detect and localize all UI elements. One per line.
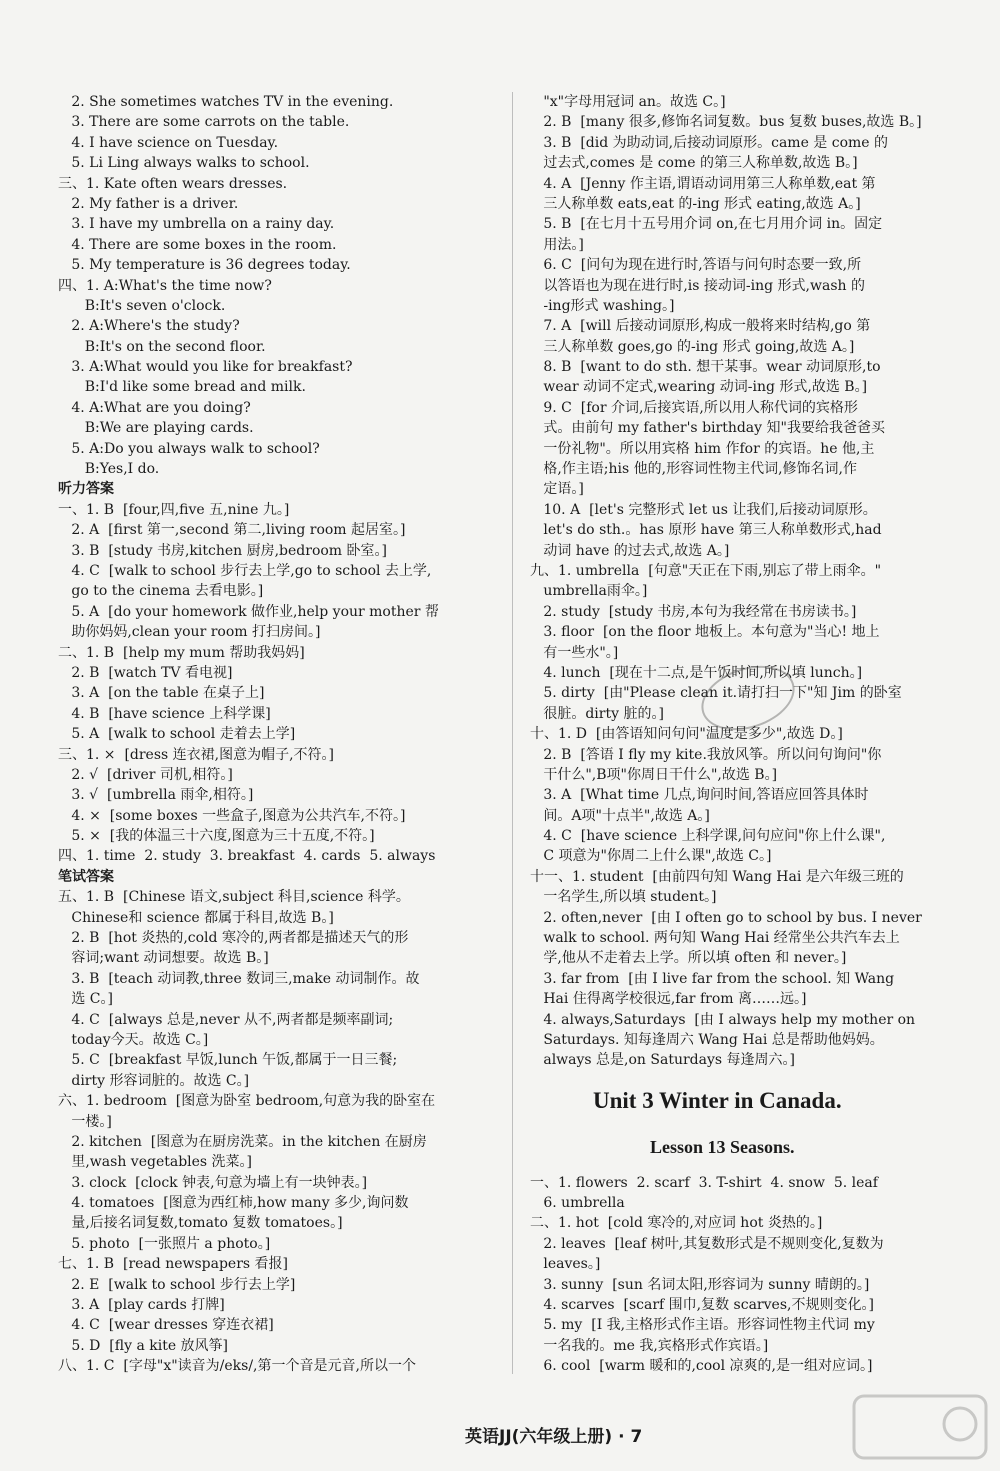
answer-line: 3. clock [clock 钟表,句意为墙上有一块钟表。] [58, 1174, 368, 1191]
answer-line: 一名我的。me 我,宾格形式作宾语。] [530, 1337, 769, 1354]
answer-line: 干什么",B项"你周日干什么",故选 B。] [530, 766, 778, 783]
answer-line: 4. C [walk to school 步行去上学,go to school 去上学, [58, 562, 432, 579]
answer-line: 3. B [study 书房,kitchen 厨房,bedroom 卧室。] [58, 542, 387, 559]
answer-line: 4. scarves [scarf 围巾,复数 scarves,不规则变化。] [530, 1297, 874, 1314]
answer-line: B:It's seven o'clock. [58, 297, 226, 314]
answer-line: 4. A:What are you doing? [58, 399, 251, 416]
answer-line: 5. A [walk to school 走着去上学] [58, 726, 296, 743]
answer-line: 5. dirty [由"Please clean it.请打扫一下"知 Jim 的卧室 [530, 685, 902, 702]
answer-line: 2. She sometimes watches TV in the evening. [58, 94, 394, 110]
answer-line: always 总是,on Saturdays 每逢周六。] [530, 1052, 795, 1069]
answer-line: 3. I have my umbrella on a rainy day. [58, 216, 335, 233]
left-column [58, 92, 498, 1377]
answer-line [530, 1112, 970, 1132]
answer-line: 2. often,never [由 I often go to school by bus. I never [530, 909, 922, 926]
answer-line: 4. There are some boxes in the room. [58, 236, 337, 253]
answer-line: 4. tomatoes [图意为西红柿,how many 多少,询问数 [58, 1195, 409, 1212]
answer-line: 4. I have science on Tuesday. [58, 134, 279, 151]
answer-line: 4. B [have science 上科学课] [58, 705, 271, 722]
answer-line: 一名学生,所以填 student。] [530, 889, 717, 906]
answer-line: 6. umbrella [530, 1195, 625, 1212]
answer-line: 五、1. B [Chinese 语文,subject 科目,science 科学。 [58, 889, 410, 906]
watermark-logo [850, 1388, 990, 1466]
answer-line: 3. There are some carrots on the table. [58, 114, 350, 131]
answer-line: 格,作主语;his 他的,形容词性物主代词,修饰名词,作 [530, 461, 857, 478]
answer-line: umbrella雨伞。] [530, 583, 648, 600]
answer-line: 八、1. C [字母"x"读音为/eks/,第一个音是元音,所以一个 [58, 1358, 416, 1375]
answer-line: 三、1. × [dress 连衣裙,图意为帽子,不符。] [58, 746, 335, 763]
answer-line: 学,他从不走着去上学。所以填 often 和 never。] [530, 950, 847, 967]
answer-line: leaves。] [530, 1256, 601, 1273]
answer-line: 三人称单数 eats,eat 的-ing 形式 eating,故选 A。] [530, 195, 861, 212]
answer-line: walk to school. 两句知 Wang Hai 经常坐公共汽车去上 [530, 930, 900, 947]
answer-line: 2. kitchen [图意为在厨房洗菜。in the kitchen 在厨房 [58, 1133, 427, 1150]
answer-line: 一份礼物"。所以用宾格 him 作for 的宾语。he 他,主 [530, 440, 875, 457]
answer-line: 5. my [I 我,主格形式作主语。形容词性物主代词 my [530, 1317, 875, 1334]
answer-line: 3. floor [on the floor 地板上。本句意为"当心! 地上 [530, 624, 880, 641]
answer-line: 动词 have 的过去式,故选 A。] [530, 542, 730, 559]
answer-line: 4. C [always 总是,never 从不,两者都是频率副词; [58, 1011, 394, 1028]
answer-line: 式。由前句 my father's birthday 知"我要给我爸爸买 [530, 420, 885, 437]
answer-line: 2. √ [driver 司机,相符。] [58, 766, 233, 783]
answer-line: 六、1. bedroom [图意为卧室 bedroom,句意为我的卧室在 [58, 1093, 436, 1110]
lesson-title: Lesson 13 Seasons. [650, 1137, 795, 1157]
answer-line: 一、1. B [four,四,five 五,nine 九。] [58, 501, 290, 518]
answer-line: 九、1. umbrella [句意"天正在下雨,别忘了带上雨伞。" [530, 562, 882, 579]
answer-line: 5. × [我的体温三十六度,图意为三十五度,不符。] [58, 828, 375, 845]
answer-line: let's do sth.。has 原形 have 第三人称单数形式,had [530, 522, 882, 539]
answer-line: 2. leaves [leaf 树叶,其复数形式是不规则变化,复数为 [530, 1235, 884, 1252]
answer-line: 里,wash vegetables 洗菜。] [58, 1154, 253, 1171]
answer-line: 2. B [many 很多,修饰名词复数。bus 复数 buses,故选 B。] [530, 114, 922, 131]
answer-line: today今天。故选 C。] [58, 1031, 209, 1048]
answer-line: B:We are playing cards. [58, 420, 254, 437]
answer-line: 5. Li Ling always walks to school. [58, 155, 310, 172]
answer-line: 3. B [did 为助动词,后接动词原形。came 是 come 的 [530, 134, 889, 151]
answer-line: 5. B [在七月十五号用介词 on,在七月用介词 in。固定 [530, 216, 883, 233]
answer-line: 容词;want 动词想要。故选 B。] [58, 950, 269, 967]
answer-line: 3. A [What time 几点,询问时间,答语应回答具体时 [530, 787, 869, 804]
answer-line: 一、1. flowers 2. scarf 3. T-shirt 4. snow 5. leaf [530, 1174, 878, 1191]
answer-line: 2. study [study 书房,本句为我经常在书房读书。] [530, 603, 857, 620]
answer-line: 过去式,comes 是 come 的第三人称单数,故选 B。] [530, 155, 858, 172]
answer-line: 4. always,Saturdays [由 I always help my mother on [530, 1011, 916, 1028]
answer-line: 用法。] [530, 236, 584, 253]
answer-line: 四、1. time 2. study 3. breakfast 4. cards 5. always [58, 848, 436, 865]
answer-line: 3. A:What would you like for breakfast? [58, 359, 353, 376]
answer-line: 4. A [Jenny 作主语,谓语动词用第三人称单数,eat 第 [530, 175, 876, 192]
answer-line: "x"字母用冠词 an。故选 C。] [530, 94, 726, 110]
answer-line: 三、1. Kate often wears dresses. [58, 175, 288, 192]
answer-line: 4. C [wear dresses 穿连衣裙] [58, 1317, 274, 1334]
unit-title: Unit 3 Winter in Canada. [593, 1088, 842, 1113]
answer-line: 10. A [let's 完整形式 let us 让我们,后接动词原形。 [530, 501, 877, 518]
section-heading: 笔试答案 [58, 868, 114, 885]
answer-line: 二、1. B [help my mum 帮助我妈妈] [58, 644, 305, 661]
answer-line: 有一些水"。] [530, 644, 619, 661]
answer-line: 2. My father is a driver. [58, 195, 239, 212]
answer-line: 助你妈妈,clean your room 打扫房间。] [58, 624, 321, 641]
answer-line: 4. lunch [现在十二点,是午饭时间,所以填 lunch。] [530, 664, 863, 681]
answer-line: 3. B [teach 动词教,three 数词三,make 动词制作。故 [58, 970, 420, 987]
answer-line: 七、1. B [read newspapers 看报] [58, 1256, 289, 1273]
answer-line: B:Yes,I do. [58, 461, 160, 478]
answer-line: 间。A项"十点半",故选 A。] [530, 807, 710, 824]
answer-line: 5. My temperature is 36 degrees today. [58, 257, 351, 274]
answer-line: 6. cool [warm 暖和的,cool 凉爽的,是一组对应词。] [530, 1358, 873, 1375]
column-divider [512, 92, 513, 1374]
answer-line: 3. A [on the table 在桌子上] [58, 685, 265, 702]
answer-line: B:It's on the second floor. [58, 338, 266, 355]
answer-line: 5. A [do your homework 做作业,help your mother 帮 [58, 603, 439, 620]
answer-line: 2. E [walk to school 步行去上学] [58, 1276, 296, 1293]
answer-line: 7. A [will 后接动词原形,构成一般将来时结构,go 第 [530, 318, 871, 335]
answer-line: Saturdays. 知每逢周六 Wang Hai 总是帮助他妈妈。 [530, 1031, 884, 1048]
answer-line: 3. A [play cards 打牌] [58, 1297, 225, 1314]
answer-line: 9. C [for 介词,后接宾语,所以用人称代词的宾格形 [530, 399, 858, 416]
answer-line: 定语。] [530, 481, 584, 498]
answer-line: 2. B [答语 I fly my kite.我放风筝。所以问句询问"你 [530, 746, 882, 763]
answer-line: 以答语也为现在进行时,is 接动词-ing 形式,wash 的 [530, 277, 865, 294]
answer-line: 3. far from [由 I live far from the school. 知 Wang [530, 970, 895, 987]
answer-line: 3. sunny [sun 名词太阳,形容词为 sunny 晴朗的。] [530, 1276, 870, 1293]
answer-line: 6. C [问句为现在进行时,答语与问句时态要一致,所 [530, 257, 862, 274]
answer-line: 2. A [first 第一,second 第二,living room 起居室。] [58, 522, 406, 539]
answer-line: 4. × [some boxes 一些盒子,图意为公共汽车,不符。] [58, 807, 406, 824]
answer-line: C 项意为"你周二上什么课",故选 C。] [530, 848, 772, 865]
answer-line: 很脏。dirty 脏的。] [530, 705, 664, 722]
answer-line: 四、1. A:What's the time now? [58, 277, 272, 294]
answer-line: 5. C [breakfast 早饭,lunch 午饭,都属于一日三餐; [58, 1052, 398, 1069]
answer-line: 2. B [hot 炎热的,cold 寒冷的,两者都是描述天气的形 [58, 930, 409, 947]
answer-line: 5. photo [一张照片 a photo。] [58, 1235, 271, 1252]
answer-line: -ing形式 washing。] [530, 297, 675, 314]
answer-line: go to the cinema 去看电影。] [58, 583, 264, 600]
answer-line: B:I'd like some bread and milk. [58, 379, 306, 396]
answer-line: 选 C。] [58, 991, 113, 1008]
answer-line: 二、1. hot [cold 寒冷的,对应词 hot 炎热的。] [530, 1215, 823, 1232]
answer-line: 4. C [have science 上科学课,问句应问"你上什么课", [530, 828, 886, 845]
answer-line: 一楼。] [58, 1113, 112, 1130]
answer-line: Chinese和 science 都属于科目,故选 B。] [58, 909, 334, 926]
answer-line: 8. B [want to do sth. 想干某事。wear 动词原形,to [530, 359, 881, 376]
section-heading: 听力答案 [58, 481, 114, 498]
page-footer: 英语JJ(六年级上册) · 7 [465, 1427, 643, 1447]
answer-line: 十、1. D [由答语知问句问"温度是多少",故选 D。] [530, 726, 843, 743]
answer-line: 3. √ [umbrella 雨伞,相符。] [58, 787, 254, 804]
right-column [530, 92, 970, 1377]
answer-line: 量,后接名词复数,tomato 复数 tomatoes。] [58, 1215, 343, 1232]
answer-line: wear 动词不定式,wearing 动词-ing 形式,故选 B。] [530, 379, 868, 396]
answer-line: 5. D [fly a kite 放风筝] [58, 1337, 229, 1354]
answer-line: 十一、1. student [由前四句知 Wang Hai 是六年级三班的 [530, 868, 904, 885]
answer-line: 三人称单数 goes,go 的-ing 形式 going,故选 A。] [530, 338, 855, 355]
answer-line: 2. A:Where's the study? [58, 318, 240, 335]
answer-line: 2. B [watch TV 看电视] [58, 664, 233, 681]
answer-line: 5. A:Do you always walk to school? [58, 440, 320, 457]
answer-line: dirty 形容词脏的。故选 C。] [58, 1072, 250, 1089]
answer-line: Hai 住得离学校很远,far from 离……远。] [530, 991, 807, 1008]
